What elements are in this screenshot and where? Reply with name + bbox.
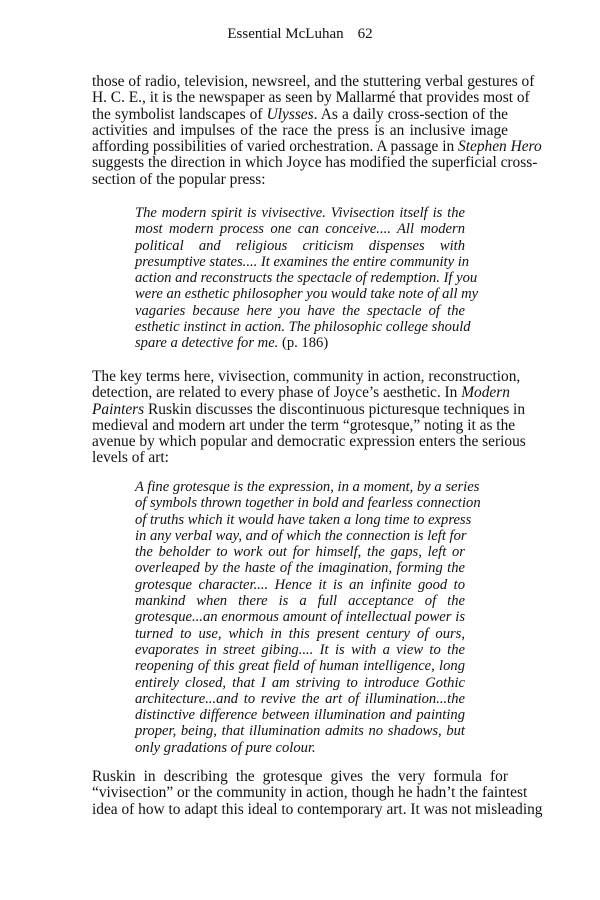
text-segment: detection, are related to every phase of Joyce’s aesthetic. In <box>92 384 462 402</box>
text-line <box>135 642 465 658</box>
italic-text: Ulysses <box>266 105 314 123</box>
text-line <box>135 544 465 560</box>
italic-text: reopening of this great field of human intelligence, long <box>135 658 465 675</box>
italic-text: grotesque character.... Hence it is an infinite good to <box>135 576 465 593</box>
italic-text: mankind when there is a full acceptance of the <box>135 593 465 610</box>
text-line <box>135 626 465 642</box>
italic-text: distinctive difference between illumination and painting <box>135 707 465 724</box>
italic-text: spare a detective for me. <box>135 335 279 352</box>
text-line <box>135 205 465 221</box>
italic-text: The modern spirit is vivisective. Vivisection itself is the <box>135 205 465 221</box>
text-line <box>92 172 508 188</box>
text-line <box>135 238 465 254</box>
text-line <box>92 400 526 418</box>
text-segment: Ruskin in describing the grotesque gives the very formula for <box>92 768 508 785</box>
text-line <box>135 740 465 756</box>
text-segment: levels of art: <box>92 449 169 467</box>
text-segment: H. C. E., it is the newspaper as seen by Mallarmé that provides most of <box>92 89 530 107</box>
text-line <box>135 495 481 512</box>
header-title: Essential McLuhan <box>227 26 344 42</box>
text-segment: suggests the direction in which Joyce has modified the superficial cross- <box>92 154 538 172</box>
italic-text: of truths which it would have taken a long time to express <box>135 511 472 528</box>
text-line <box>92 385 508 401</box>
text-line <box>92 450 508 466</box>
text-line <box>135 675 465 691</box>
text-line <box>135 335 465 351</box>
text-segment: (p. 186) <box>278 335 329 352</box>
text-line <box>135 609 465 625</box>
text-line <box>92 368 521 385</box>
italic-text: political and religious criticism dispenses with <box>135 237 465 254</box>
text-line <box>92 138 542 156</box>
text-line <box>135 577 465 593</box>
italic-text: turned to use, which in this present century of ours, <box>135 625 465 642</box>
italic-text: only gradations of pure colour. <box>135 739 316 756</box>
italic-text: most modern process one can conceive.... All modern <box>135 221 465 238</box>
text-line <box>135 560 465 576</box>
text-segment: activities and impulses of the race the press is an inclusive image <box>92 121 508 139</box>
text-line <box>135 528 465 544</box>
text-line <box>92 433 526 451</box>
text-segment: section of the popular press: <box>92 170 266 188</box>
italic-text: Painters <box>92 400 145 418</box>
italic-text: Modern <box>461 384 510 402</box>
text-line <box>92 416 516 434</box>
text-segment: Ruskin discusses the discontinuous picturesque techniques in <box>144 400 526 418</box>
text-segment: affording possibilities of varied orchestration. A passage in <box>92 138 459 156</box>
italic-text: in any verbal way, and of which the connection is left for <box>135 527 467 544</box>
italic-text: proper, being, that illumination admits no shadows, but <box>135 723 465 740</box>
paragraph <box>92 768 543 818</box>
text-segment: the symbolist landscapes of <box>92 105 267 123</box>
text-line <box>92 123 508 139</box>
italic-text: overleaped by the haste of the imagination, forming the <box>135 560 465 577</box>
italic-text: the beholder to work out for himself, the gaps, left or <box>135 544 465 561</box>
italic-text: architecture...and to revive the art of illumination...the <box>135 690 465 707</box>
block-quote <box>135 205 479 352</box>
italic-text: vagaries because here you have the spectacle of the <box>135 302 465 319</box>
text-line <box>135 593 465 609</box>
text-segment: . As a daily cross-section of the <box>313 105 508 123</box>
italic-text: A fine grotesque is the expression, in a moment, by a series <box>135 479 480 495</box>
italic-text: entirely closed, that I am striving to introduce Gothic <box>135 674 465 691</box>
italic-text: Stephen Hero <box>458 138 542 156</box>
text-line <box>135 691 465 707</box>
italic-text: action and reconstructs the spectacle of redemption. If you <box>135 270 478 287</box>
text-line <box>135 658 465 674</box>
text-segment: idea of how to adapt this ideal to contemporary art. It was not misleading <box>92 800 543 818</box>
text-line <box>135 723 465 739</box>
text-line <box>92 89 530 107</box>
italic-text: presumptive states.... It examines the entire community in <box>135 253 470 270</box>
text-line <box>135 303 465 319</box>
running-header <box>0 26 600 43</box>
text-line <box>92 800 543 818</box>
italic-text: grotesque...an enormous amount of intellectual power is <box>135 609 465 626</box>
italic-text: esthetic instinct in action. The philosophic college should <box>135 319 471 336</box>
text-line <box>92 107 508 123</box>
paragraph <box>92 73 542 188</box>
text-segment: those of radio, television, newsreel, and the stuttering verbal gestures of <box>92 73 535 90</box>
italic-text: were an esthetic philosopher you would take note of all my <box>135 286 479 303</box>
italic-text: evaporates in street gibing.... It is with a view to the <box>135 641 465 658</box>
text-line <box>135 707 465 723</box>
text-line <box>135 286 479 303</box>
text-line <box>92 784 528 802</box>
text-line <box>135 253 470 270</box>
text-line <box>135 511 472 528</box>
text-line <box>135 221 465 237</box>
page-number: 62 <box>357 26 373 42</box>
text-segment: “vivisection” or the community in action, though he hadn’t the faintest <box>92 784 528 802</box>
text-segment: The key terms here, vivisection, community in action, reconstruction, <box>92 368 521 385</box>
text-line <box>92 73 535 90</box>
text-segment: avenue by which popular and democratic expression enters the serious <box>92 433 526 451</box>
italic-text: of symbols thrown together in bold and fearless connection <box>135 495 481 512</box>
text-line <box>135 270 478 287</box>
text-line <box>135 319 471 336</box>
text-line <box>135 479 480 495</box>
text-line <box>92 769 508 785</box>
text-line <box>92 154 538 172</box>
text-segment: medieval and modern art under the term “grotesque,” noting it as the <box>92 416 516 434</box>
block-quote <box>135 479 481 756</box>
paragraph <box>92 368 526 467</box>
